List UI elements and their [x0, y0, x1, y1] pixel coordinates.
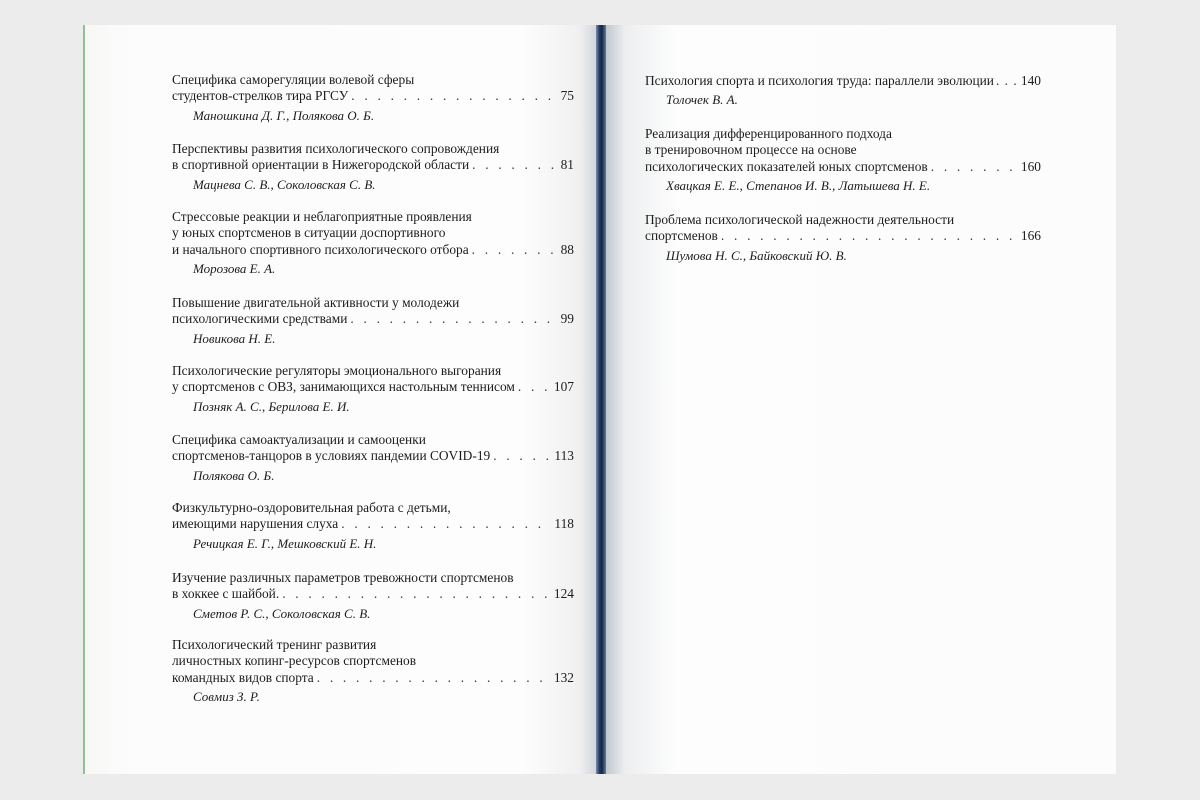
page-number: 75 — [560, 88, 574, 104]
entry-title-line: Физкультурно-оздоровительная работа с детьми, — [172, 500, 451, 515]
entry-authors: Маношкина Д. Г., Полякова О. Б. — [193, 107, 375, 123]
entry-authors: Полякова О. Б. — [193, 467, 275, 483]
dot-leader — [996, 73, 1019, 89]
toc-entry[interactable] — [172, 209, 574, 278]
dot-leader — [931, 159, 1018, 175]
entry-title-last-line — [645, 73, 1041, 89]
dot-leader — [282, 586, 551, 602]
page-number: 160 — [1020, 158, 1041, 174]
toc-entry[interactable] — [645, 126, 1041, 195]
entry-authors: Морозова Е. А. — [193, 261, 276, 277]
toc-entry[interactable] — [172, 363, 574, 415]
dot-leader — [518, 379, 551, 395]
page-number: 99 — [560, 311, 574, 327]
entry-authors: Новикова Н. Е. — [193, 330, 276, 346]
entry-title-last-line — [172, 448, 574, 464]
toc-entry[interactable] — [172, 141, 574, 193]
entry-title-line: в тренировочном процессе на основе — [645, 142, 857, 158]
page-number: 132 — [553, 669, 574, 685]
page-number: 166 — [1020, 228, 1041, 244]
entry-title-last-line — [172, 670, 574, 686]
entry-title-line: Повышение двигательной активности у молодежи — [172, 295, 460, 310]
entry-title-text: студентов-стрелков тира РГСУ — [172, 88, 349, 104]
toc-entry[interactable] — [645, 212, 1041, 264]
entry-title-line: Психологический тренинг развития — [172, 637, 377, 652]
entry-title-last-line — [172, 379, 574, 395]
entry-title-line: личностных копинг-ресурсов спортсменов — [172, 653, 417, 669]
entry-title-line: Перспективы развития психологического сопровождения — [172, 141, 500, 156]
entry-title-line: Специфика самоактуализации и самооценки — [172, 432, 426, 447]
entry-authors: Речицкая Е. Г., Мешковский Е. Н. — [193, 535, 377, 551]
entry-title-last-line — [172, 516, 574, 532]
entry-title-last-line — [172, 586, 574, 602]
book-spine — [596, 25, 606, 774]
entry-title-last-line — [172, 88, 574, 104]
toc-entry[interactable] — [172, 295, 574, 347]
toc-entry[interactable] — [172, 570, 574, 622]
entry-title-last-line — [172, 242, 574, 258]
entry-title-text: психологических показателей юных спортсменов — [645, 158, 928, 174]
entry-title-text: у спортсменов с ОВЗ, занимающихся настольным теннисом — [172, 379, 515, 395]
entry-title-line: у юных спортсменов в ситуации доспортивного — [172, 225, 446, 241]
entry-title-line: Стрессовые реакции и неблагоприятные проявления — [172, 209, 472, 224]
dot-leader — [472, 242, 558, 258]
entry-authors: Мацнева С. В., Соколовская С. В. — [193, 176, 376, 192]
entry-title-text: психологическими средствами — [172, 311, 348, 327]
entry-title-text: Психология спорта и психология труда: параллели эволюции — [645, 73, 994, 88]
page-number: 107 — [553, 379, 574, 395]
dot-leader — [721, 228, 1018, 244]
entry-title-text: в спортивной ориентации в Нижегородской области — [172, 157, 470, 173]
dot-leader — [472, 157, 557, 173]
dot-leader — [350, 311, 557, 327]
toc-entry[interactable] — [172, 500, 574, 552]
entry-title-text: имеющими нарушения слуха — [172, 516, 339, 532]
entry-title-text: спортсменов-танцоров в условиях пандемии COVID-19 — [172, 448, 491, 464]
entry-authors: Совмиз З. Р. — [193, 689, 260, 705]
dot-leader — [317, 670, 551, 686]
entry-title-line: Проблема психологической надежности деятельности — [645, 212, 955, 227]
entry-title-line: Психологические регуляторы эмоционального выгорания — [172, 363, 502, 378]
dot-leader — [351, 88, 557, 104]
toc-entry[interactable] — [645, 73, 1041, 109]
dot-leader — [341, 516, 551, 532]
page-number: 124 — [553, 586, 574, 602]
entry-authors: Сметов Р. С., Соколовская С. В. — [193, 605, 371, 621]
entry-authors: Толочек В. А. — [666, 92, 738, 108]
entry-title-line: Специфика саморегуляции волевой сферы — [172, 72, 415, 87]
page-number: 81 — [560, 157, 574, 173]
page-number: 113 — [554, 448, 574, 464]
entry-authors: Шумова Н. С., Байковский Ю. В. — [666, 247, 847, 263]
dot-leader — [493, 448, 551, 464]
entry-title-text: спортсменов — [645, 228, 718, 244]
entry-title-last-line — [645, 159, 1041, 175]
page-number: 88 — [560, 241, 574, 257]
entry-authors: Позняк А. С., Берилова Е. И. — [193, 398, 350, 414]
page-number: 118 — [554, 516, 574, 532]
toc-entry[interactable] — [172, 72, 574, 124]
entry-title-last-line — [645, 228, 1041, 244]
entry-title-last-line — [172, 311, 574, 327]
toc-entry[interactable] — [172, 432, 574, 484]
entry-title-line: Изучение различных параметров тревожности спортсменов — [172, 570, 514, 585]
toc-entry[interactable] — [172, 637, 574, 706]
entry-title-text: в хоккее с шайбой. — [172, 586, 280, 602]
entry-authors: Хвацкая Е. Е., Степанов И. В., Латышева Н. Е. — [666, 178, 931, 194]
page-number: 140 — [1020, 73, 1041, 88]
entry-title-last-line — [172, 157, 574, 173]
entry-title-text: командных видов спорта — [172, 669, 314, 685]
entry-title-line: Реализация дифференцированного подхода — [645, 126, 892, 141]
entry-title-text: и начального спортивного психологического отбора — [172, 241, 469, 257]
